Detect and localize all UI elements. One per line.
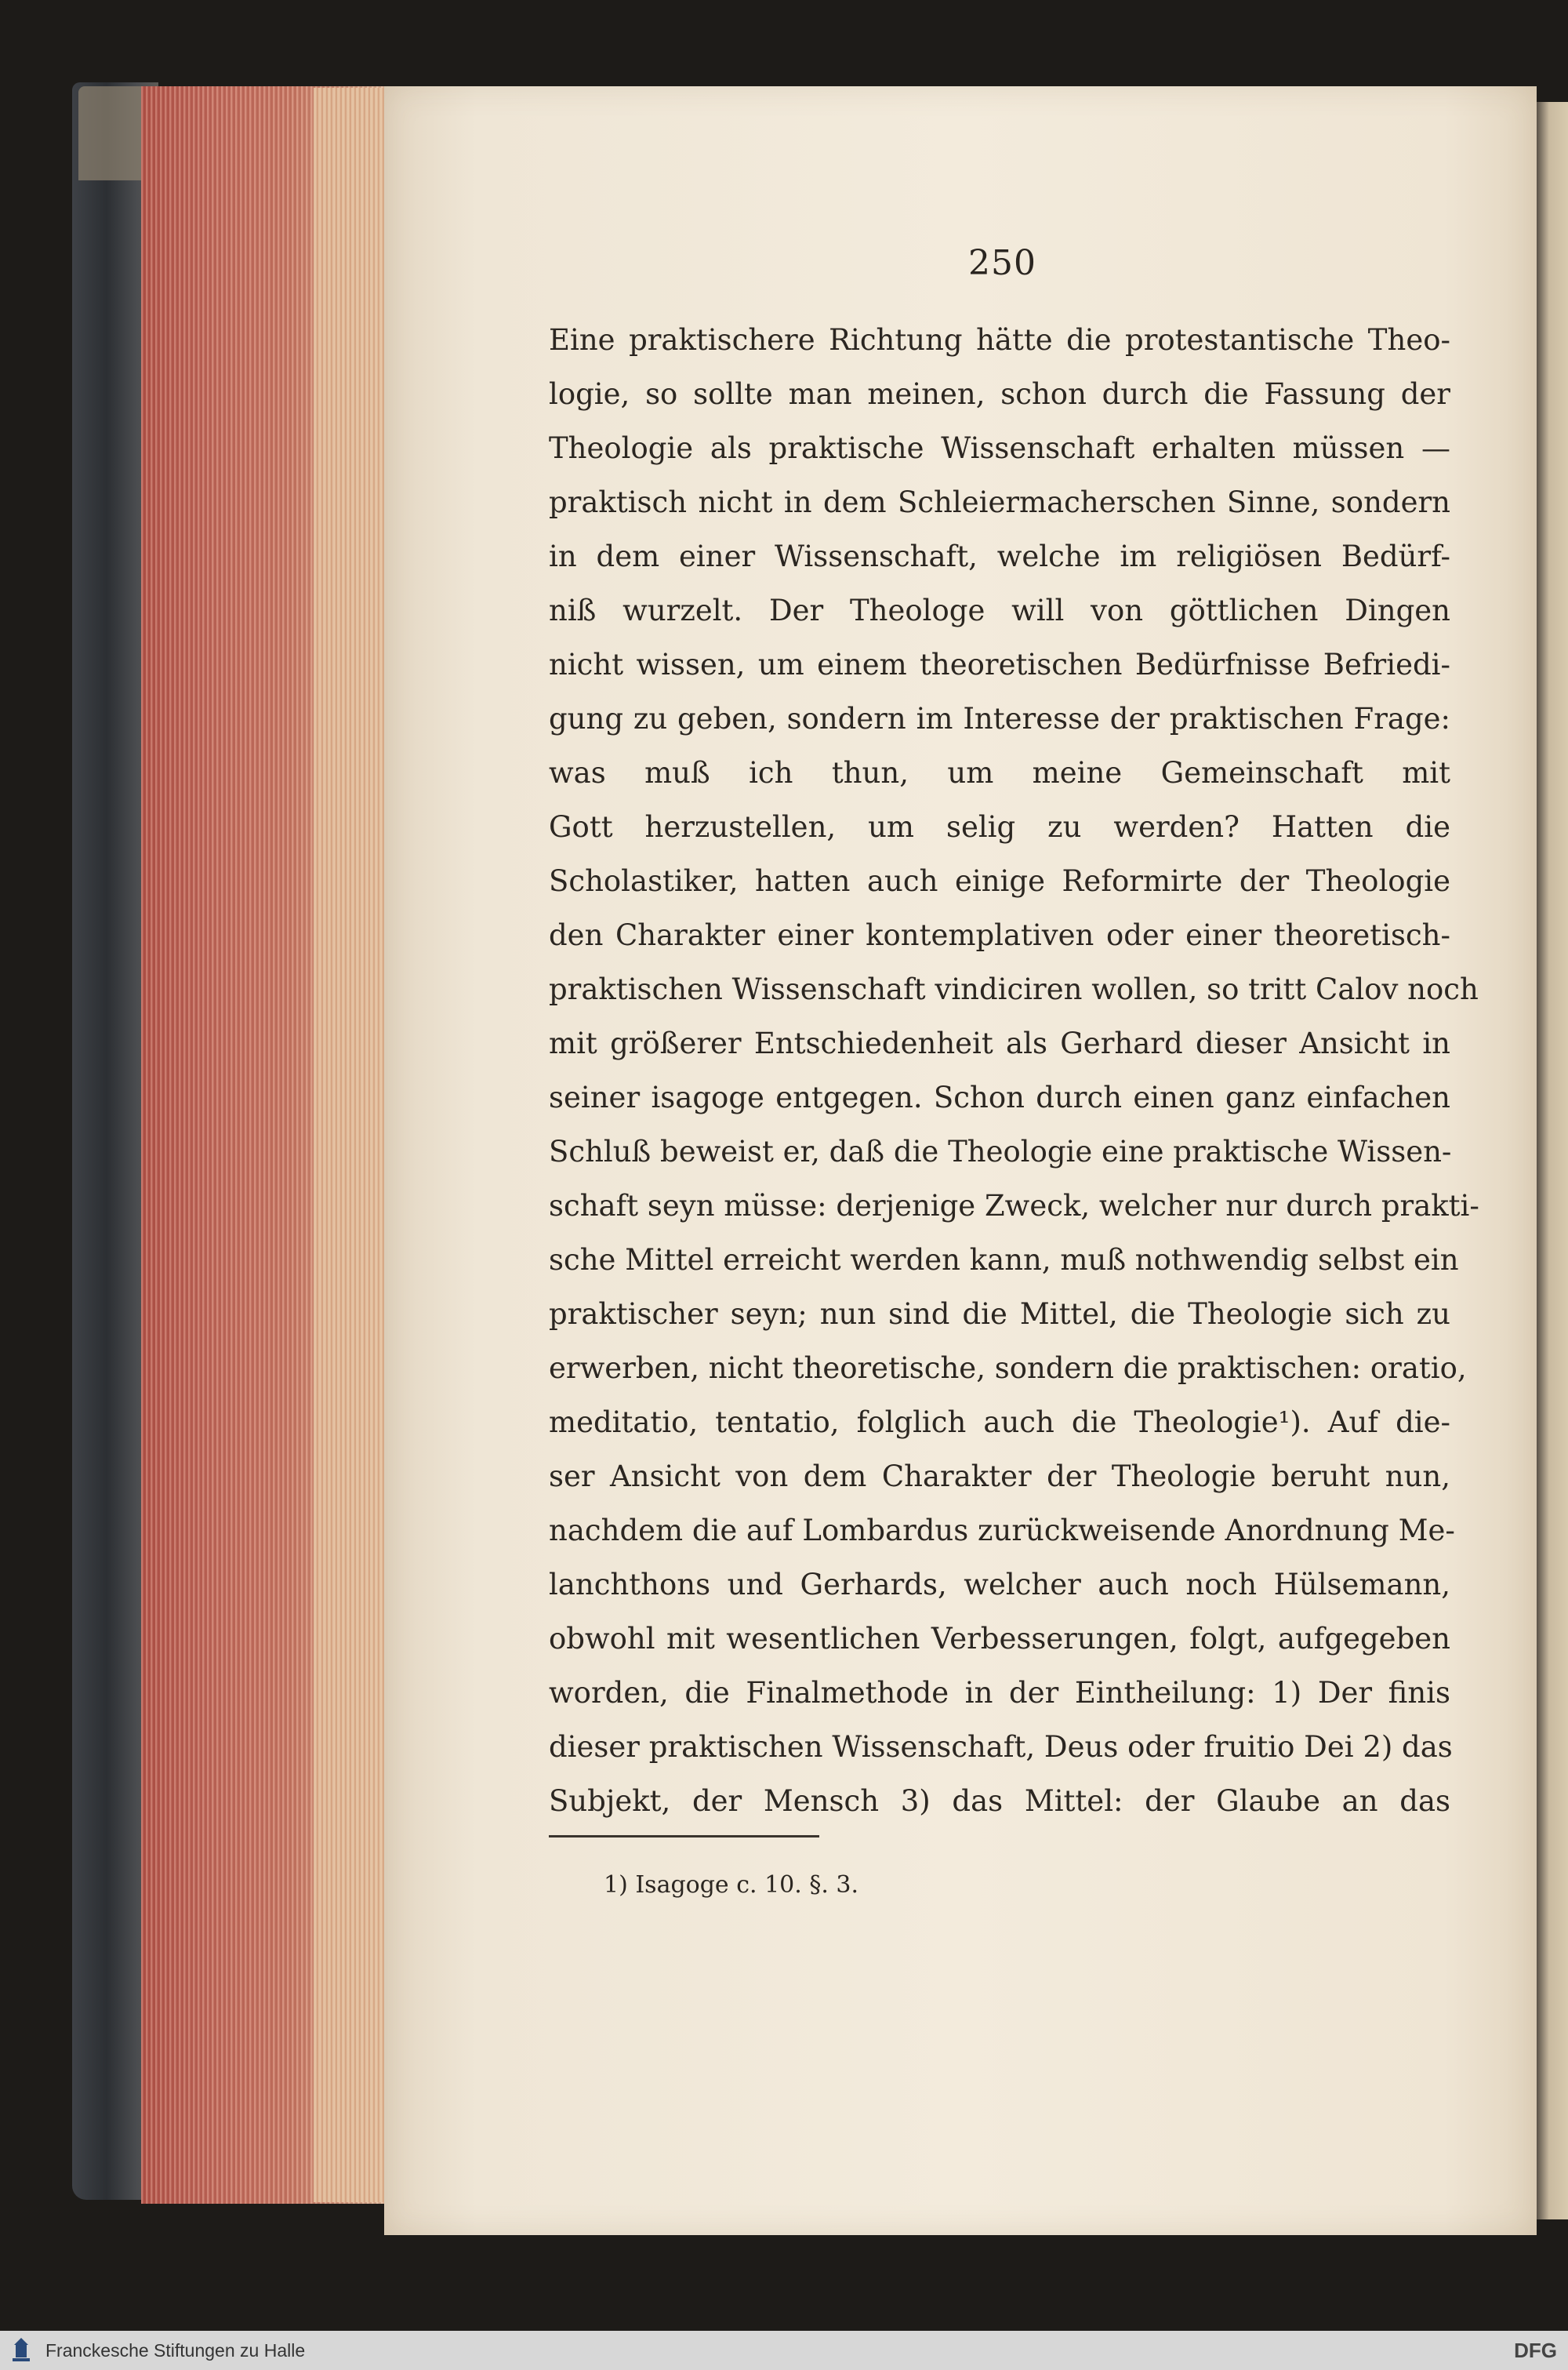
text-line: obwohl mit wesentlichen Verbesserungen, folgt, aufgegeben — [549, 1622, 1450, 1656]
text-line: gung zu geben, sondern im Interesse der praktischen Frage: — [549, 702, 1450, 736]
text-line: nicht wissen, um einem theoretischen Bedürfnisse Befriedi- — [549, 648, 1450, 682]
text-line: praktischer seyn; nun sind die Mittel, die Theologie sich zu — [549, 1297, 1450, 1331]
text-line: meditatio, tentatio, folglich auch die Theologie¹). Auf die- — [549, 1405, 1450, 1439]
text-line: Subjekt, der Mensch 3) das Mittel: der Glaube an das — [549, 1784, 1450, 1818]
text-line: Gott herzustellen, um selig zu werden? Hatten die — [549, 810, 1450, 844]
text-line: Eine praktischere Richtung hätte die protestantische Theo- — [549, 323, 1450, 357]
page-number: 250 — [968, 243, 1036, 283]
text-line: lanchthons und Gerhards, welcher auch noch Hülsemann, — [549, 1568, 1450, 1601]
text-line: ser Ansicht von dem Charakter der Theologie beruht nun, — [549, 1459, 1450, 1493]
text-line: praktischen Wissenschaft vindiciren wollen, so tritt Calov noch — [549, 972, 1479, 1006]
funder-logo: DFG — [1514, 2339, 1557, 2362]
text-line: praktisch nicht in dem Schleiermacherschen Sinne, sondern — [549, 485, 1450, 519]
cover-corner — [78, 86, 141, 180]
text-line: worden, die Finalmethode in der Eintheilung: 1) Der finis — [549, 1676, 1450, 1710]
text-line: niß wurzelt. Der Theologe will von göttlichen Dingen — [549, 594, 1450, 627]
text-line: Theologie als praktische Wissenschaft erhalten müssen — — [549, 431, 1450, 465]
footer-banner — [0, 2331, 1568, 2370]
text-line: was muß ich thun, um meine Gemeinschaft mit — [549, 756, 1450, 790]
text-line: erwerben, nicht theoretische, sondern die praktischen: oratio, — [549, 1351, 1467, 1385]
text-line: den Charakter einer kontemplativen oder einer theoretisch- — [549, 918, 1450, 952]
footnote: 1) Isagoge c. 10. §. 3. — [604, 1871, 859, 1899]
text-line: mit größerer Entschiedenheit als Gerhard dieser Ansicht in — [549, 1027, 1450, 1060]
page-edges-light — [314, 88, 392, 2202]
text-line: nachdem die auf Lombardus zurückweisende Anordnung Me- — [549, 1514, 1455, 1547]
institution-logo-icon — [9, 2335, 33, 2364]
facing-page-edge — [1537, 102, 1568, 2219]
text-line: dieser praktischen Wissenschaft, Deus oder fruitio Dei 2) das — [549, 1730, 1453, 1764]
institution-name: Franckesche Stiftungen zu Halle — [45, 2340, 306, 2361]
text-line: in dem einer Wissenschaft, welche im religiösen Bedürf- — [549, 540, 1450, 573]
text-line: Schluß beweist er, daß die Theologie eine praktische Wissen- — [549, 1135, 1452, 1169]
text-line: Scholastiker, hatten auch einige Reformirte der Theologie — [549, 864, 1450, 898]
text-line: logie, so sollte man meinen, schon durch die Fassung der — [549, 377, 1450, 411]
footnote-rule — [549, 1835, 819, 1837]
text-line: sche Mittel erreicht werden kann, muß nothwendig selbst ein — [549, 1243, 1459, 1277]
text-line: schaft seyn müsse: derjenige Zweck, welcher nur durch prakti- — [549, 1189, 1479, 1223]
text-line: seiner isagoge entgegen. Schon durch einen ganz einfachen — [549, 1081, 1450, 1114]
